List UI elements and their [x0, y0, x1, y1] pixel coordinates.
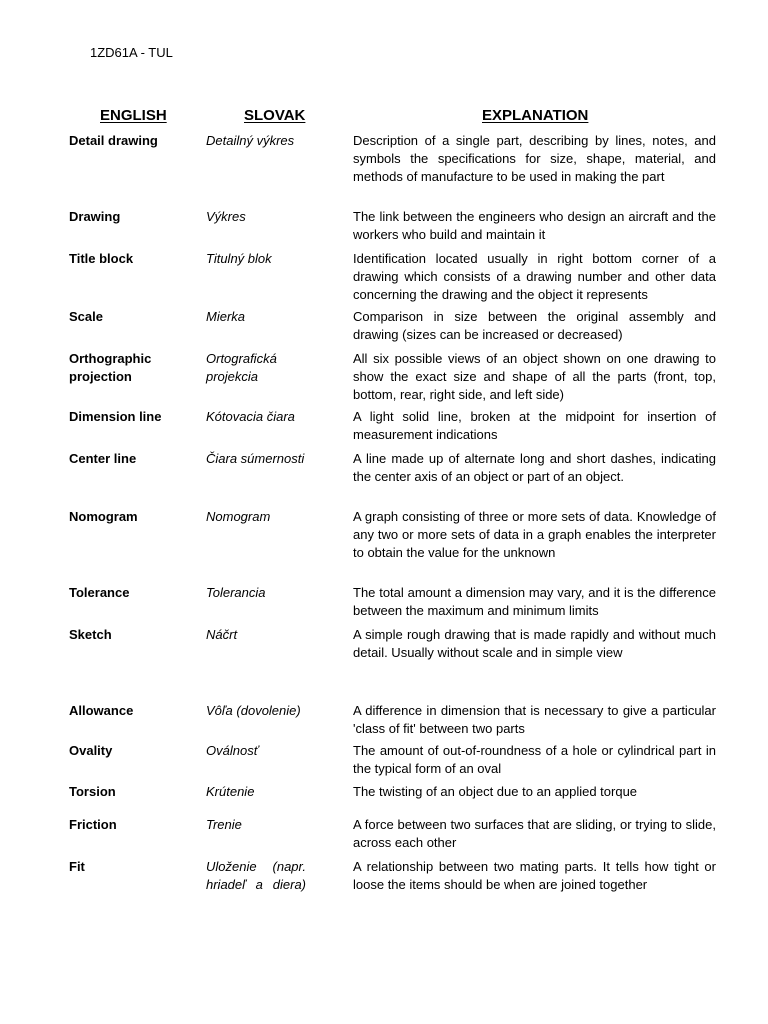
term-explanation: The twisting of an object due to an applied torque	[353, 784, 638, 799]
term-slovak: Čiara súmernosti	[206, 451, 305, 466]
term-english: Drawing	[69, 209, 121, 224]
term-english: Detail drawing	[69, 133, 158, 148]
term-english: Orthographic projection	[69, 351, 152, 384]
term-explanation: A light solid line, broken at the midpoint for insertion of measurement indications	[353, 409, 716, 442]
header-slovak: SLOVAK	[244, 107, 306, 124]
column-headers	[0, 107, 768, 127]
term-english: Sketch	[69, 627, 112, 642]
term-slovak: Náčrt	[206, 627, 238, 642]
term-slovak: Detailný výkres	[206, 133, 295, 148]
term-explanation: The link between the engineers who design an aircraft and the workers who build and maintain it	[353, 209, 716, 242]
term-explanation: A force between two surfaces that are sliding, or trying to slide, across each other	[353, 817, 716, 850]
term-english: Tolerance	[69, 585, 130, 600]
term-explanation: A line made up of alternate long and short dashes, indicating the center axis of an object or part of an object.	[353, 451, 716, 484]
term-explanation: All six possible views of an object shown on one drawing to show the exact size and shape of all the parts (front, top, bottom, rear, right side, and left side)	[353, 351, 716, 402]
term-english: Torsion	[69, 784, 116, 799]
term-explanation: Comparison in size between the original assembly and drawing (sizes can be increased or decreased)	[353, 309, 716, 342]
term-english: Nomogram	[69, 509, 138, 524]
term-slovak: Vôľa (dovolenie)	[206, 703, 301, 718]
term-slovak: Výkres	[206, 209, 246, 224]
term-slovak: Oválnosť	[206, 743, 259, 758]
term-slovak: Trenie	[206, 817, 242, 832]
term-explanation: The amount of out-of-roundness of a hole or cylindrical part in the typical form of an oval	[353, 743, 716, 776]
header-english: ENGLISH	[100, 107, 167, 124]
term-slovak: Nomogram	[206, 509, 271, 524]
term-english: Center line	[69, 451, 137, 466]
term-slovak: Tolerancia	[206, 585, 266, 600]
term-explanation: A simple rough drawing that is made rapidly and without much detail. Usually without scale and in simple view	[353, 627, 716, 660]
term-english: Allowance	[69, 703, 134, 718]
document-id: 1ZD61A - TUL	[90, 45, 173, 60]
term-explanation: The total amount a dimension may vary, and it is the difference between the maximum and minimum limits	[353, 585, 716, 618]
term-slovak: Titulný blok	[206, 251, 272, 266]
term-english: Friction	[69, 817, 117, 832]
term-slovak: Kótovacia čiara	[206, 409, 295, 424]
term-explanation: Description of a single part, describing by lines, notes, and symbols the specifications for size, shape, material, and methods of manufacture to be used in making the part	[353, 133, 716, 184]
term-english: Fit	[69, 859, 85, 874]
term-english: Dimension line	[69, 409, 162, 424]
term-explanation: A relationship between two mating parts. It tells how tight or loose the items should be when are joined together	[353, 859, 716, 892]
term-slovak: Ortografická projekcia	[206, 351, 277, 384]
term-explanation: A difference in dimension that is necessary to give a particular 'class of fit' between two parts	[353, 703, 716, 736]
term-explanation: A graph consisting of three or more sets of data. Knowledge of any two or more sets of data in a graph enables the interpreter to obtain the value for the unknown	[353, 509, 716, 560]
term-explanation: Identification located usually in right bottom corner of a drawing which consists of a drawing number and other data concerning the drawing and the object it represents	[353, 251, 716, 302]
term-slovak: Krútenie	[206, 784, 255, 799]
term-english: Ovality	[69, 743, 113, 758]
term-slovak: Uloženie (napr. hriadeľ a diera)	[206, 859, 306, 892]
term-english: Scale	[69, 309, 103, 324]
term-slovak: Mierka	[206, 309, 246, 324]
header-explanation: EXPLANATION	[482, 107, 589, 124]
term-english: Title block	[69, 251, 134, 266]
